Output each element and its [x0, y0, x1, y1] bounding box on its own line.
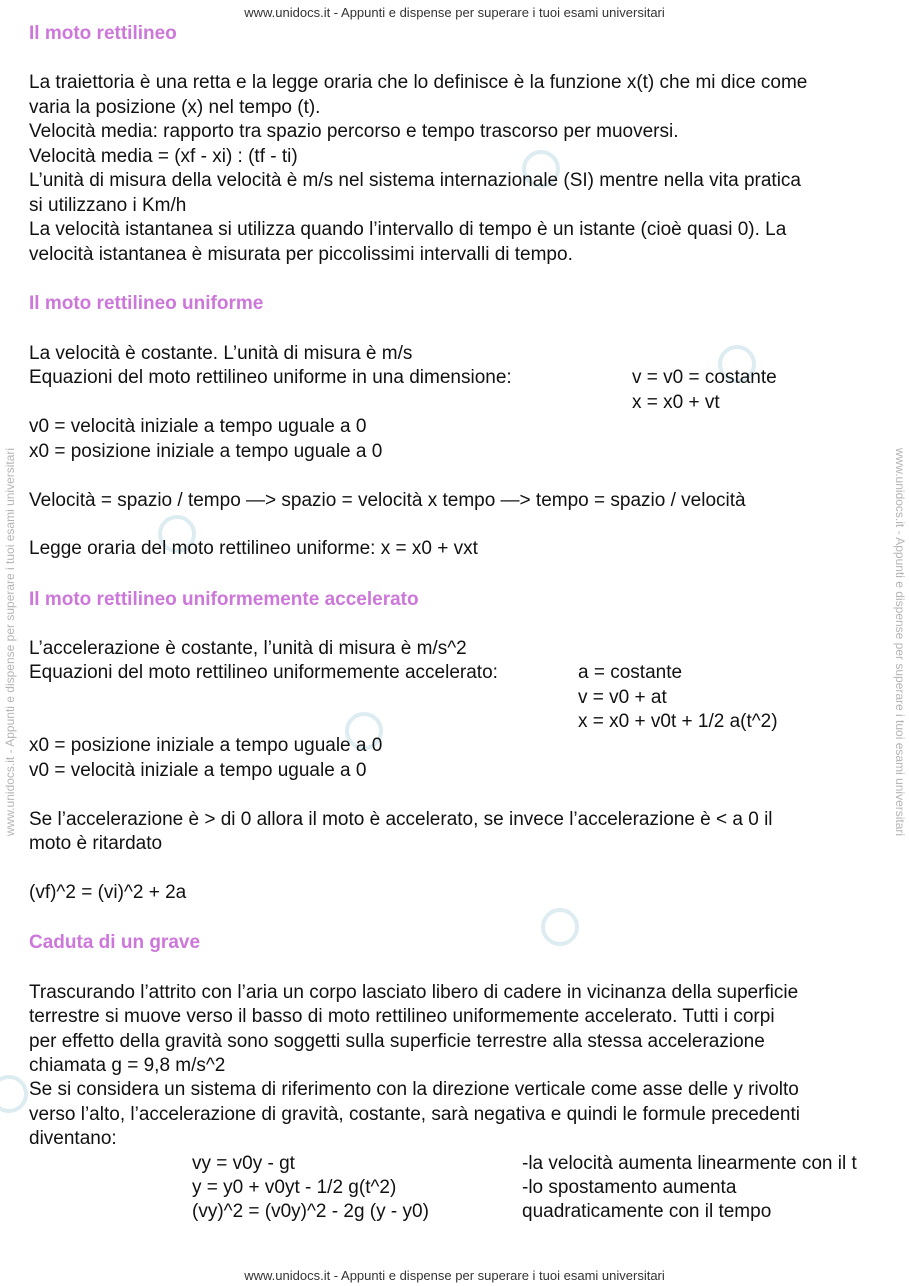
section-heading-moto-uniformemente-accelerato: Il moto rettilineo uniformemente accelerato: [29, 589, 419, 610]
paragraph-line: x0 = posizione iniziale a tempo uguale a 0: [29, 441, 383, 462]
equation-line: x = x0 + vt: [632, 392, 720, 413]
paragraph-line: verso l’alto, l’accelerazione di gravità, costante, sarà negativa e quindi le formule precedenti: [29, 1104, 800, 1125]
paragraph-line: v0 = velocità iniziale a tempo uguale a 0: [29, 416, 367, 437]
paragraph-line: L’accelerazione è costante, l’unità di misura è m/s^2: [29, 638, 467, 659]
section-heading-moto-rettilineo: Il moto rettilineo: [29, 23, 177, 44]
equation-line: x = x0 + v0t + 1/2 a(t^2): [578, 711, 778, 732]
paragraph-line: Legge oraria del moto rettilineo uniforme: x = x0 + vxt: [29, 538, 478, 559]
paragraph-line: v0 = velocità iniziale a tempo uguale a 0: [29, 760, 367, 781]
paragraph-line: La traiettoria è una retta e la legge oraria che lo definisce è la funzione x(t) che mi dice come: [29, 72, 808, 93]
formula-line: (vf)^2 = (vi)^2 + 2a: [29, 882, 187, 903]
formula-line: Velocità media = (xf - xi) : (tf - ti): [29, 146, 298, 167]
paragraph-line: Equazioni del moto rettilineo uniformemente accelerato:: [29, 662, 498, 683]
note-line: -lo spostamento aumenta: [522, 1177, 737, 1198]
equation-line: vy = v0y - gt: [192, 1153, 295, 1174]
equation-line: y = y0 + v0yt - 1/2 g(t^2): [192, 1177, 397, 1198]
paragraph-line: Se l’accelerazione è > di 0 allora il moto è accelerato, se invece l’accelerazione è < a 0 il: [29, 809, 773, 830]
paragraph-line: varia la posizione (x) nel tempo (t).: [29, 97, 321, 118]
paragraph-line: diventano:: [29, 1128, 117, 1149]
equation-line: v = v0 = costante: [632, 367, 777, 388]
note-line: -la velocità aumenta linearmente con il t: [522, 1153, 857, 1174]
paragraph-line: terrestre si muove verso il basso di moto rettilineo uniformemente accelerato. Tutti i corpi: [29, 1006, 775, 1027]
paragraph-line: moto è ritardato: [29, 833, 163, 854]
watermark-side-left: www.unidocs.it - Appunti e dispense per superare i tuoi esami universitari: [3, 447, 17, 837]
equation-line: a = costante: [578, 662, 683, 683]
paragraph-line: si utilizzano i Km/h: [29, 195, 187, 216]
paragraph-line: La velocità istantanea si utilizza quando l’intervallo di tempo è un istante (cioè quasi 0). La: [29, 219, 787, 240]
paragraph-line: L’unità di misura della velocità è m/s nel sistema internazionale (SI) mentre nella vita pratica: [29, 170, 801, 191]
paragraph-line: velocità istantanea è misurata per piccolissimi intervalli di tempo.: [29, 244, 573, 265]
paragraph-line: La velocità è costante. L’unità di misura è m/s: [29, 343, 413, 364]
section-heading-caduta-di-un-grave: Caduta di un grave: [29, 932, 201, 953]
formula-line: Velocità = spazio / tempo —> spazio = velocità x tempo —> tempo = spazio / velocità: [29, 490, 746, 511]
paragraph-line: per effetto della gravità sono soggetti sulla superficie terrestre alla stessa accelerazione: [29, 1031, 765, 1052]
equation-line: (vy)^2 = (v0y)^2 - 2g (y - y0): [192, 1201, 429, 1222]
watermark-logo-icon: [541, 908, 579, 946]
watermark-top: www.unidocs.it - Appunti e dispense per superare i tuoi esami universitari: [244, 5, 665, 20]
watermark-logo-icon: [0, 1075, 28, 1113]
watermark-bottom: www.unidocs.it - Appunti e dispense per superare i tuoi esami universitari: [244, 1268, 665, 1283]
note-line: quadraticamente con il tempo: [522, 1201, 772, 1222]
watermark-side-right: www.unidocs.it - Appunti e dispense per superare i tuoi esami universitari: [893, 447, 907, 837]
paragraph-line: Equazioni del moto rettilineo uniforme in una dimensione:: [29, 367, 512, 388]
paragraph-line: x0 = posizione iniziale a tempo uguale a 0: [29, 735, 383, 756]
paragraph-line: Se si considera un sistema di riferimento con la direzione verticale come asse delle y rivolto: [29, 1079, 799, 1100]
paragraph-line: Trascurando l’attrito con l’aria un corpo lasciato libero di cadere in vicinanza della superficie: [29, 982, 799, 1003]
section-heading-moto-rettilineo-uniforme: Il moto rettilineo uniforme: [29, 293, 264, 314]
equation-line: v = v0 + at: [578, 687, 667, 708]
paragraph-line: chiamata g = 9,8 m/s^2: [29, 1055, 226, 1076]
paragraph-line: Velocità media: rapporto tra spazio percorso e tempo trascorso per muoversi.: [29, 121, 679, 142]
